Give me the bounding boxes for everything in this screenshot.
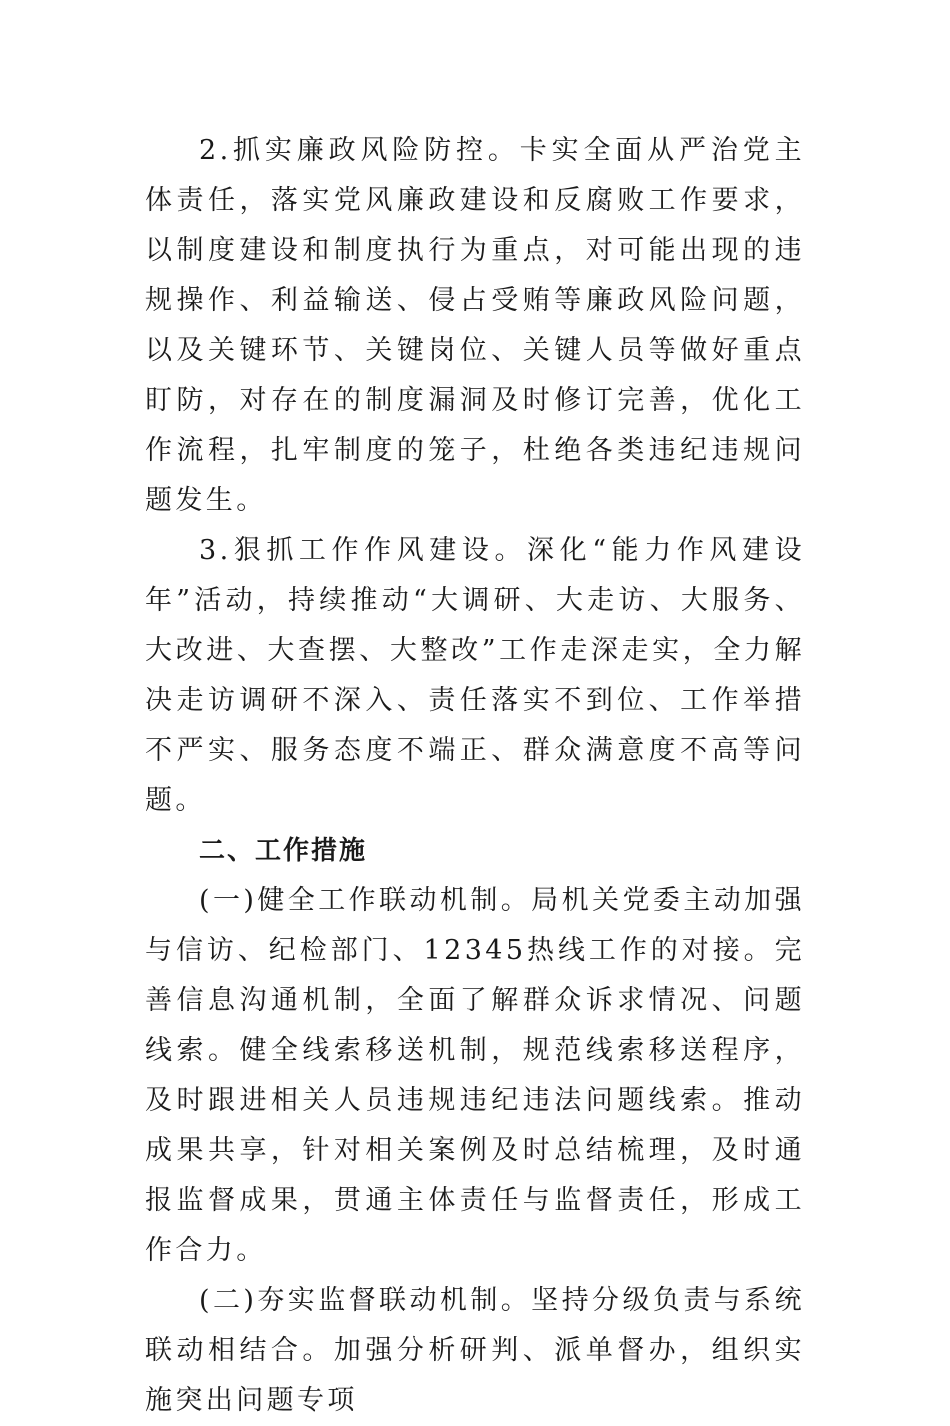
paragraph-integrity-risk: 2.抓实廉政风险防控。卡实全面从严治党主体责任，落实党风廉政建设和反腐败工作要求，以制度建设和制度执行为重点，对可能出现的违规操作、利益输送、侵占受贿等廉政风险问题，以及关键环节、关键岗位、关键人员等做好重点盯防，对存在的制度漏洞及时修订完善，优化工作流程，扎牢制度的笼子，杜绝各类违纪违规问题发生。 <box>145 135 805 516</box>
section-heading: 二、工作措施 <box>199 836 368 866</box>
document-body <box>145 126 805 1426</box>
paragraph-work-style: 3.狠抓工作作风建设。深化“能力作风建设年”活动，持续推动“大调研、大走访、大服务、大改进、大查摆、大整改”工作走深走实，全力解决走访调研不深入、责任落实不到位、工作举措不严实、服务态度不端正、群众满意度不高等问题。 <box>145 535 805 816</box>
paragraph-measure-1: (一)健全工作联动机制。局机关党委主动加强与信访、纪检部门、12345热线工作的对接。完善信息沟通机制，全面了解群众诉求情况、问题线索。健全线索移送机制，规范线索移送程序，及时跟进相关人员违规违纪违法问题线索。推动成果共享，针对相关案例及时总结梳理，及时通报监督成果，贯通主体责任与监督责任，形成工作合力。 <box>145 885 805 1266</box>
paragraph-measure-2: (二)夯实监督联动机制。坚持分级负责与系统联动相结合。加强分析研判、派单督办，组织实施突出问题专项 <box>145 1285 805 1416</box>
